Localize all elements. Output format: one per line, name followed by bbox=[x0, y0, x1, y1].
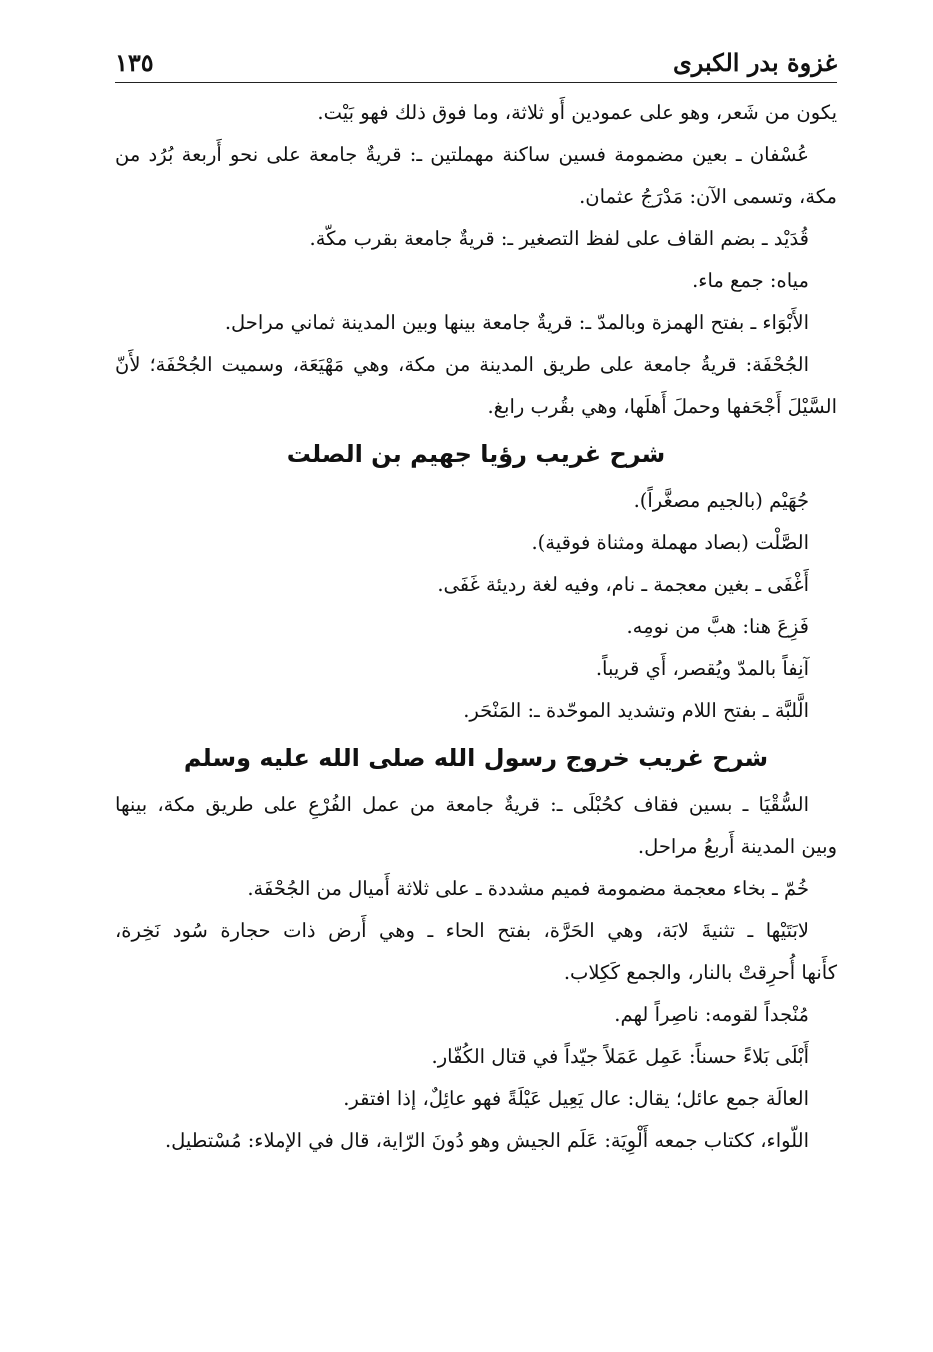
text-line: كأَنها أُحرِقتْ بالنار، والجمع كَكِلاب. bbox=[563, 961, 837, 984]
text-line: يكون من شَعر، وهو على عمودين أَو ثلاثة، وما فوق ذلك فهو بَيْت. bbox=[317, 101, 837, 124]
entry-suqya: السُّقْيَا ـ بسين فقاف كحُبْلَى ـ: قريةٌ جامعة من عمل الفُرْعِ على طريق مكة، بينها bbox=[115, 793, 809, 816]
entry-abwa: الأَبْوَاء ـ بفتح الهمزة وبالمدّ ـ: قريةٌ جامعة بينها وبين المدينة ثماني مراحل. bbox=[224, 311, 809, 334]
entry-khumm: خُمّ ـ بخاء معجمة مضمومة فميم مشددة ـ على ثلاثة أَميال من الجُحْفَة. bbox=[247, 877, 809, 900]
entry-abla: أَبْلَى بَلاءً حسناً: عَمِل عَمَلاً جيّداً في قتال الكُفّار. bbox=[431, 1045, 809, 1068]
book-title: غزوة بدر الكبرى bbox=[672, 47, 837, 77]
entry-usfan: عُسْفان ـ بعين مضمومة فسين ساكنة مهملتين ـ: قريةٌ جامعة على نحو أَربعة بُرُد من bbox=[115, 143, 809, 166]
entry-qudayd: قُدَيْد ـ بضم القاف على لفظ التصغير ـ: قريةٌ جامعة بقرب مكّة. bbox=[309, 227, 809, 250]
entry-miyah: مياه: جمع ماء. bbox=[692, 269, 809, 292]
page-number: ١٣٥ bbox=[115, 47, 154, 77]
entry-anifan: آنِفاً بالمدّ ويُقصر، أَي قريباً. bbox=[595, 657, 809, 680]
entry-liwa: اللّواء، ككتاب جمعه أَلْوِيَة: عَلَم الجيش وهو دُونَ الرّاية، قال في الإملاء: مُسْتطيل. bbox=[164, 1129, 809, 1152]
entry-aghfa: أَغْفَى ـ بغين معجمة ـ نام، وفيه لغة رديئة غَفَى. bbox=[437, 573, 809, 596]
page-body bbox=[115, 92, 837, 1162]
text-line: وبين المدينة أَربعُ مراحل. bbox=[637, 835, 837, 858]
entry-labatayha: لابَتَيْها ـ تثنيةَ لابَة، وهي الحَرَّة، بفتح الحاء ـ وهي أَرض ذات حجارة سُود نَخِرة، bbox=[115, 919, 809, 942]
entry-juhaym: جُهَيْم (بالجيم مصغَّراً). bbox=[633, 489, 809, 512]
entry-juhfa: الجُحْفَة: قريةُ جامعة على طريق المدينة من مكة، وهي مَهْيَعَة، وسميت الجُحْفَة؛ لأَنّ bbox=[115, 353, 809, 376]
section-heading-khuruj: شرح غريب خروج رسول الله صلى الله عليه وسلم bbox=[183, 744, 769, 772]
running-header bbox=[115, 42, 837, 83]
entry-aala: العالَة جمع عائل؛ يقال: عال يَعِيل عَيْلَةً فهو عائِلٌ، إذا افتقر. bbox=[343, 1087, 809, 1110]
entry-salt: الصَّلْت (بصاد مهملة ومثناة فوقية). bbox=[531, 531, 809, 554]
text-line: السَّيْلَ أَجْحَفها وحملَ أَهلَها، وهي بقُرب رابغ. bbox=[487, 395, 837, 418]
text-line: مكة، وتسمى الآن: مَدْرَجُ عثمان. bbox=[579, 185, 837, 208]
entry-labba: الَّلبَّة ـ بفتح اللام وتشديد الموحّدة ـ: المَنْحَر. bbox=[463, 699, 809, 722]
section-heading-juhaym: شرح غريب رؤيا جهيم بن الصلت bbox=[286, 440, 666, 468]
entry-munjid: مُنْجداً لقومه: ناصِراً لهم. bbox=[614, 1003, 809, 1026]
entry-fazia: فَزِعَ هنا: هبَّ من نومِه. bbox=[626, 615, 809, 638]
